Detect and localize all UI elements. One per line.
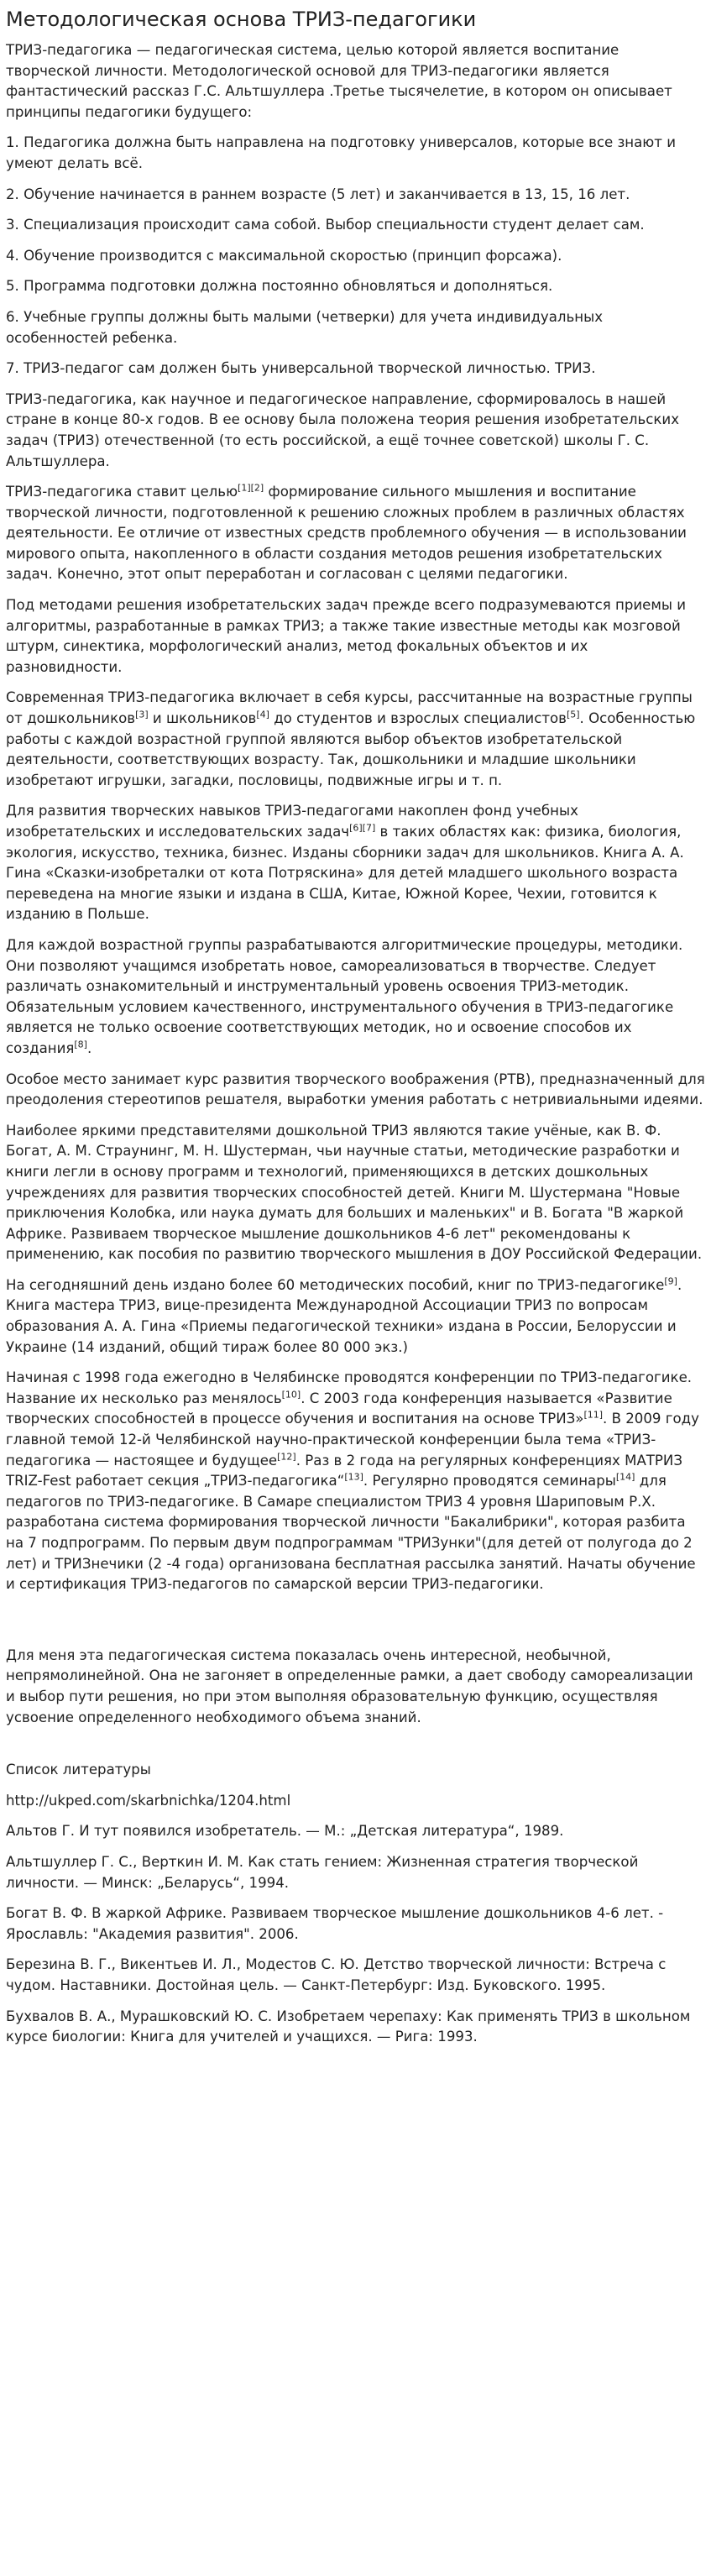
modern-text-c: до студентов и взрослых специалистов	[269, 710, 567, 727]
footnote-ref-13[interactable]: [13]	[344, 1471, 363, 1483]
principle-4: 4. Обучение производится с максимальной скоростью (принцип форсажа).	[6, 247, 562, 264]
reference-link[interactable]: http://ukped.com/skarbnichka/1204.html	[6, 1792, 291, 1809]
footnote-ref-3[interactable]: [3]	[135, 709, 149, 720]
goal-text-a: ТРИЗ-педагогика ставит целью	[6, 484, 238, 500]
principle-5: 5. Программа подготовки должна постоянно обновляться и дополняться.	[6, 278, 553, 295]
tasks-text-b: в таких областях как: физика, биология, экология, искусство, техника, бизнес. Изданы сборники задач для школьников. Книга А. А. Гина «Сказки-изобреталки от кота Потряскина» для детей младшего школьного возраста переведена на многие языки и издана в США, Китае, Южной Корее, Чехии, готовится к изданию в Польше.	[6, 824, 684, 923]
algorithms-paragraph	[6, 935, 705, 1060]
conferences-paragraph	[6, 1368, 705, 1595]
tasks-text-a: Для развития творческих навыков ТРИЗ-педагогами накоплен фонд учебных изобретательских и исследовательских задач	[6, 803, 578, 840]
methods-paragraph: Под методами решения изобретательских задач прежде всего подразумеваются приемы и алгоритмы, разработанные в рамках ТРИЗ; а также такие известные методы как мозговой штурм, синектика, морфологический анализ, метод фокальных объектов и их разновидности.	[6, 597, 687, 675]
publications-text-a: На сегодняшний день издано более 60 методических пособий, книг по ТРИЗ-педагогике	[6, 1276, 665, 1293]
publications-text-b: . Книга мастера ТРИЗ, вице-президента Международной Ассоциации ТРИЗ по вопросам образования А. А. Гина «Приемы педагогической техники» издана в России, Белоруссии и Украине (14 изданий, общий тираж более 80 000 экз.)	[6, 1276, 682, 1355]
rtv-paragraph: Особое место занимает курс развития творческого воображения (РТВ), предназначенный для преодоления стереотипов решателя, выработки умения работать с нетривиальными идеями.	[6, 1071, 705, 1108]
algorithms-text-b: .	[86, 1039, 92, 1056]
footnote-ref-4[interactable]: [4]	[256, 709, 269, 720]
modern-text-a: Современная ТРИЗ-педагогика включает в себя курсы, рассчитанные на возрастные группы от дошкольников	[6, 689, 693, 727]
principle-1: 1. Педагогика должна быть направлена на подготовку универсалов, которые все знают и умеют делать всё.	[6, 134, 676, 171]
footnote-ref-12[interactable]: [12]	[277, 1451, 296, 1463]
algorithms-text-a: Для каждой возрастной группы разрабатываются алгоритмические процедуры, методики. Они позволяют учащимся изобретать новое, самореализоваться в творчестве. Следует различать ознакомительный и инструментальный уровень освоения ТРИЗ-методик. Обязательным условием качественного, инструментального обучения в ТРИЗ-педагогике является не только освоение соответствующих методик, но и освоение способов их создания	[6, 936, 683, 1056]
modern-paragraph	[6, 688, 705, 791]
conferences-text-a: Начиная с 1998 года ежегодно в Челябинске проводятся конференции по ТРИЗ-педагогике. Название их несколько раз менялось	[6, 1369, 693, 1406]
footnote-ref-14[interactable]: [14]	[615, 1471, 635, 1483]
representatives-paragraph: Наиболее яркими представителями дошкольной ТРИЗ являются такие учёные, как В. Ф. Богат, А. М. Страунинг, М. Н. Шустерман, чьи научные статьи, методические разработки и книги легли в основу программ и технологий, применяющихся в детских дошкольных учреждениях для развития творческих способностей детей. Книги М. Шустермана "Новые приключения Колобка, или наука думать для больших и маленьких" и В. Богата "В жаркой Африке. Развиваем творческое мышление дошкольников 4-6 лет" рекомендованы к применению, как пособия по развитию творческого мышления в ДОУ Российской Федерации.	[6, 1122, 703, 1263]
reference-item: Березина В. Г., Викентьев И. Л., Модестов С. Ю. Детство творческой личности: Встреча с чудом. Наставники. Достойная цель. — Санкт-Петербург: Изд. Буковского. 1995.	[6, 1956, 667, 1993]
intro-paragraph: ТРИЗ-педагогика — педагогическая система, целью которой является воспитание творческой личности. Методологической основой для ТРИЗ-педагогики является фантастический рассказ Г.С. Альтшуллера .Третье тысячелетие, в котором он описывает принципы педагогики будущего:	[6, 42, 672, 120]
principle-7: 7. ТРИЗ-педагог сам должен быть универсальной творческой личностью. ТРИЗ.	[6, 360, 596, 377]
footnote-ref-6[interactable]: [6]	[349, 822, 363, 834]
references-heading: Список литературы	[6, 1762, 151, 1778]
footnote-ref-5[interactable]: [5]	[566, 709, 580, 720]
conferences-text-c: . В 2009 году главной темой 12-й Челябинской научно-практической конференции была тема «ТРИЗ-педагогика — настоящее и будущее	[6, 1411, 699, 1469]
principle-2: 2. Обучение начинается в раннем возрасте (5 лет) и заканчивается в 13, 15, 16 лет.	[6, 186, 630, 202]
history-paragraph: ТРИЗ-педагогика, как научное и педагогическое направление, сформировалось в нашей стране в конце 80-х годов. В ее основу была положена теория решения изобретательских задач (ТРИЗ) отечественной (то есть российской, а ещё точнее советской) школы Г. С. Альтшуллера.	[6, 390, 680, 469]
page-title: Методологическая основа ТРИЗ-педагогики	[6, 8, 477, 31]
reference-item: Бухвалов В. А., Мурашковский Ю. С. Изобретаем черепаху: Как применять ТРИЗ в школьном курсе биологии: Книга для учителей и учащихся. — Рига: 1993.	[6, 2008, 691, 2045]
conferences-text-e: . Регулярно проводятся семинары	[363, 1473, 616, 1490]
footnote-ref-2[interactable]: [2]	[250, 482, 264, 494]
blank-line	[6, 1738, 705, 1760]
conferences-text-f: для педагогов по ТРИЗ-педагогике. В Самаре специалистом ТРИЗ 4 уровня Шариповым Р.Х. разработана система формирования творческой личности "Бакалибрики", которая разбита на 7 подпрограмм. По первым двум подпрограммам "ТРИЗунки"(для детей от полугода до 2 лет) и ТРИЗнечики (2 -4 года) организована бесплатная рассылка занятий. Начаты обучение и сертификация ТРИЗ-педагогов по самарской версии ТРИЗ-педагогики.	[6, 1473, 696, 1593]
conferences-text-d: . Раз в 2 года на регулярных конференциях МАТРИЗ TRIZ-Fest работает секция „ТРИЗ-педагогика“	[6, 1452, 682, 1490]
goal-paragraph	[6, 482, 705, 585]
reference-item: Альтшуллер Г. С., Верткин И. М. Как стать гением: Жизненная стратегия творческой личности. — Минск: „Беларусь“, 1994.	[6, 1853, 639, 1891]
footnote-ref-11[interactable]: [11]	[583, 1409, 604, 1421]
opinion-paragraph: Для меня эта педагогическая система показалась очень интересной, необычной, непрямолинейной. Она не загоняет в определенные рамки, а дает свободу самореализации и выбор пути решения, но при этом выполняя образовательную функцию, осуществляя усвоение определенного необходимого объема знаний.	[6, 1647, 693, 1725]
reference-item: Богат В. Ф. В жаркой Африке. Развиваем творческое мышление дошкольников 4-6 лет. - Ярославль: "Академия развития". 2006.	[6, 1905, 664, 1942]
footnote-ref-9[interactable]: [9]	[664, 1275, 677, 1287]
publications-paragraph	[6, 1275, 705, 1358]
reference-item: Альтов Г. И тут появился изобретатель. — М.: „Детская литература“, 1989.	[6, 1823, 564, 1840]
modern-text-b: и школьников	[148, 710, 257, 727]
conferences-text-b: . С 2003 года конференция называется «Развитие творческих способностей в процессе обучения и воспитания на основе ТРИЗ»	[6, 1390, 672, 1427]
tasks-paragraph	[6, 801, 705, 925]
footnote-ref-1[interactable]: [1]	[238, 482, 251, 494]
modern-text-d: . Особенностью работы с каждой возрастной группой являются выбор объектов изобретательской деятельности, соответствующих возрасту. Так, дошкольники и младшие школьники изобретают игрушки, загадки, пословицы, подвижные игры и т. п.	[6, 710, 696, 788]
footnote-ref-7[interactable]: [7]	[362, 822, 376, 834]
goal-text-b: формирование сильного мышления и воспитание творческой личности, подготовленной к решению сложных проблем в различных областях деятельности. Ее отличие от известных средств проблемного обучения — в использовании мирового опыта, накопленного в области создания методов решения изобретательских задач. Конечно, этот опыт переработан и согласован с целями педагогики.	[6, 484, 687, 583]
principle-3: 3. Специализация происходит сама собой. Выбор специальности студент делает сам.	[6, 217, 645, 233]
footnote-ref-8[interactable]: [8]	[74, 1039, 87, 1050]
blank-line	[6, 1605, 705, 1646]
footnote-ref-10[interactable]: [10]	[281, 1389, 301, 1401]
principle-6: 6. Учебные группы должны быть малыми (четверки) для учета индивидуальных особенностей ребенка.	[6, 308, 604, 346]
